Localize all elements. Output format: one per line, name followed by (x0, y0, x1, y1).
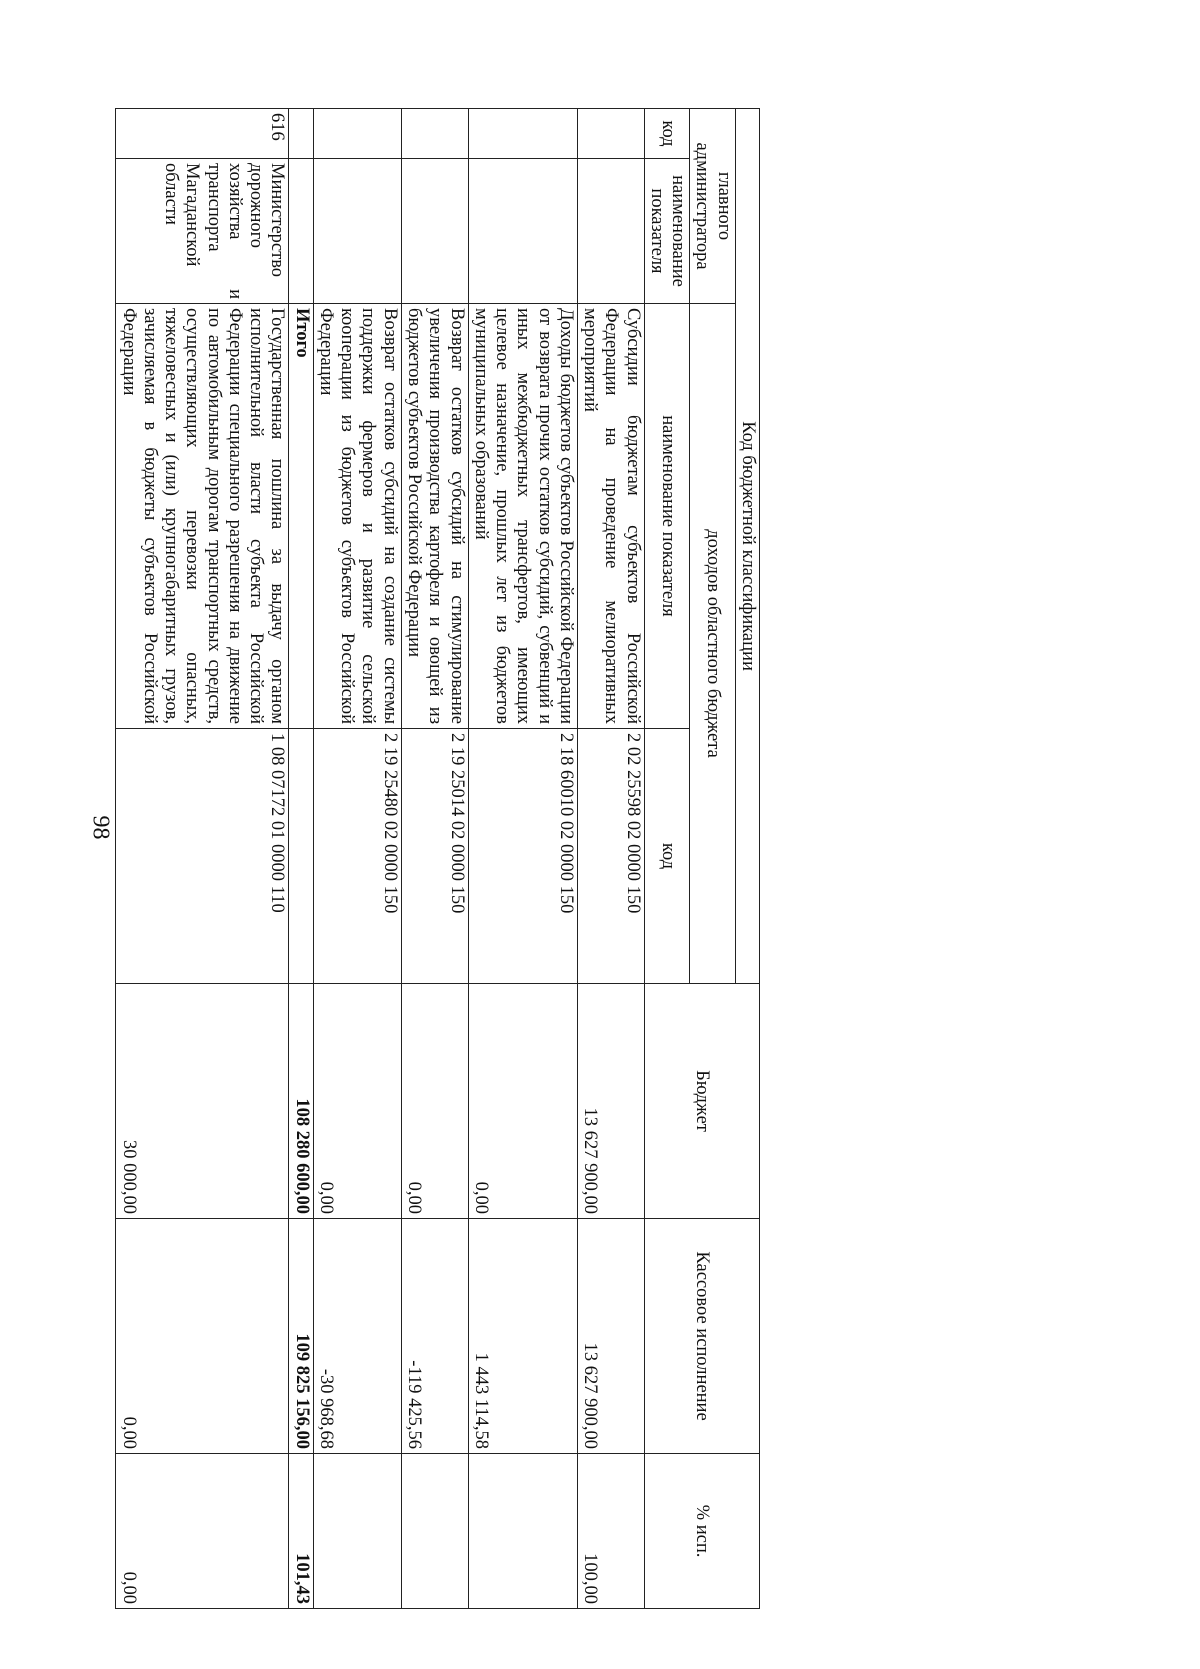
income-code-cell: 2 02 25598 02 0000 150 (577, 729, 644, 984)
rotated-table-container (118, 108, 760, 1608)
percent-cell (313, 1454, 401, 1609)
income-code-cell: 2 19 25480 02 0000 150 (313, 729, 401, 984)
admin-code-cell: 616 (116, 109, 289, 159)
income-code-cell (289, 729, 313, 984)
total-budget: 108 280 600,00 (289, 984, 313, 1219)
income-name-cell: Возврат остатков субсидий на создание системы поддержки фермеров и развитие сельской кооперации из бюджетов субъектов Российской Федерации (313, 304, 401, 729)
income-name-cell: Возврат остатков субсидий на стимулирование увеличения производства картофеля и овощей из бюджетов субъектов Российской Федерации (401, 304, 468, 729)
header-admin-code: код (644, 109, 690, 159)
budget-table (115, 108, 760, 1609)
total-row (289, 109, 313, 1609)
cash-cell: -30 968,68 (313, 1219, 401, 1454)
header-admin-group: главного администратора (690, 109, 736, 304)
table-row (468, 109, 577, 1609)
table-row (401, 109, 468, 1609)
budget-cell: 13 627 900,00 (577, 984, 644, 1219)
admin-name-cell: Министерство дорожного хозяйства и транспорта Магаданской области (116, 159, 289, 304)
table-row (313, 109, 401, 1609)
header-percent: % исп. (644, 1454, 759, 1609)
admin-name-cell (577, 159, 644, 304)
percent-cell: 0,00 (116, 1454, 289, 1609)
header-budget: Бюджет (644, 984, 759, 1219)
income-code-cell: 1 08 07172 01 0000 110 (116, 729, 289, 984)
cash-cell: 13 627 900,00 (577, 1219, 644, 1454)
budget-cell: 30 000,00 (116, 984, 289, 1219)
admin-code-cell (289, 109, 313, 159)
admin-code-cell (468, 109, 577, 159)
admin-name-cell (468, 159, 577, 304)
budget-cell: 0,00 (313, 984, 401, 1219)
admin-name-cell (289, 159, 313, 304)
header-cash: Кассовое исполнение (644, 1219, 759, 1454)
percent-cell (401, 1454, 468, 1609)
page-number: 98 (87, 815, 114, 840)
income-name-cell: Государственная пошлина за выдачу органом исполнительной власти субъекта Российской Федерации специального разрешения на движение по автомобильным дорогам транспортных средств, осуществляющих перевозки опасных, тяжеловесных и (или) крупногабаритных грузов, зачисляемая в бюджеты субъектов Российской Федерации (116, 304, 289, 729)
total-percent: 101,43 (289, 1454, 313, 1609)
table-row (577, 109, 644, 1609)
header-income-group: доходов областного бюджета (690, 304, 736, 984)
admin-name-cell (401, 159, 468, 304)
income-name-cell: Субсидии бюджетам субъектов Российской Федерации на проведение мелиоративных мероприятий (577, 304, 644, 729)
admin-code-cell (401, 109, 468, 159)
cash-cell: -119 425,56 (401, 1219, 468, 1454)
budget-cell: 0,00 (468, 984, 577, 1219)
percent-cell (468, 1454, 577, 1609)
header-income-code: код (644, 729, 690, 984)
total-cash: 109 825 156,00 (289, 1219, 313, 1454)
header-classification: Код бюджетной классификации (735, 109, 759, 984)
income-name-cell: Доходы бюджетов субъектов Российской Федерации от возврата прочих остатков субсидий, субвенций и иных межбюджетных трансфертов, имеющих целевое назначение, прошлых лет из бюджетов муниципальных образований (468, 304, 577, 729)
header-income-name: наименование показателя (644, 304, 690, 729)
total-label: Итого (289, 304, 313, 729)
income-code-cell: 2 18 60010 02 0000 150 (468, 729, 577, 984)
income-code-cell: 2 19 25014 02 0000 150 (401, 729, 468, 984)
budget-cell: 0,00 (401, 984, 468, 1219)
admin-code-cell (577, 109, 644, 159)
cash-cell: 1 443 114,58 (468, 1219, 577, 1454)
admin-name-cell (313, 159, 401, 304)
header-admin-name: наименование показателя (644, 159, 690, 304)
percent-cell: 100,00 (577, 1454, 644, 1609)
cash-cell: 0,00 (116, 1219, 289, 1454)
table-row (116, 109, 289, 1609)
admin-code-cell (313, 109, 401, 159)
